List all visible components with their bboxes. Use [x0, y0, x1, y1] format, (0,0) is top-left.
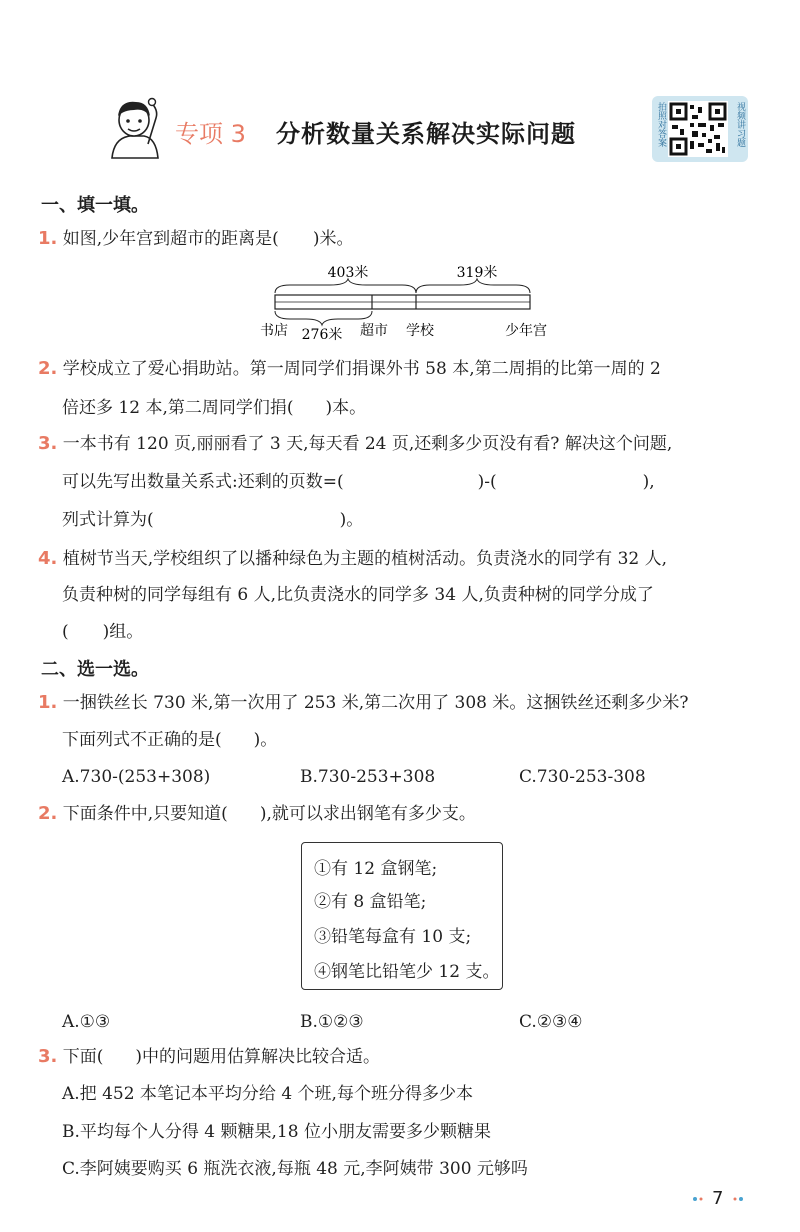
question-text: ),就可以求出钢笔有多少支。 — [259, 804, 476, 824]
question-text: )本。 — [325, 398, 367, 418]
label-403m: 403米 — [327, 265, 369, 281]
question-number: 4. — [38, 548, 58, 569]
condition-item: ④钢笔比铅笔少 12 支。 — [314, 962, 500, 982]
question-text: 一捆铁丝长 730 米,第一次用了 253 米,第二次用了 308 米。这捆铁丝还剩多少米? — [62, 693, 689, 713]
question-text: )组。 — [102, 622, 144, 642]
label-276m: 276米 — [301, 327, 343, 343]
question-number: 3. — [38, 1046, 58, 1067]
question-text: 一本书有 120 页,丽丽看了 3 天,每天看 24 页,还剩多少页没有看? 解决这个问题, — [62, 434, 673, 454]
question-text: )。 — [253, 730, 278, 750]
question-text: )米。 — [312, 229, 354, 249]
condition-item: ②有 8 盒铅笔; — [314, 892, 427, 912]
option-c[interactable]: C.李阿姨要购买 6 瓶洗衣液,每瓶 48 元,李阿姨带 300 元够吗 — [62, 1159, 528, 1179]
option-b[interactable]: B.平均每个人分得 4 颗糖果,18 位小朋友需要多少颗糖果 — [62, 1122, 491, 1142]
question-1-3-line1 — [38, 432, 672, 456]
option-a[interactable]: A.730-(253+308) — [62, 767, 211, 787]
question-text: 负责种树的同学每组有 6 人,比负责浇水的同学多 34 人,负责种树的同学分成了 — [62, 585, 654, 605]
section-heading-choose: 二、选一选。 — [41, 659, 149, 680]
label-supermarket: 超市 — [360, 323, 388, 339]
page-decoration-right — [732, 1194, 744, 1204]
question-number: 2. — [38, 358, 58, 379]
question-text: 植树节当天,学校组织了以播种绿色为主题的植树活动。负责浇水的同学有 32 人, — [62, 549, 668, 569]
question-1-4-line1 — [38, 547, 667, 571]
question-1-3-line2 — [62, 470, 655, 494]
option-b[interactable]: B.①②③ — [300, 1012, 364, 1032]
option-c[interactable]: C.730-253-308 — [519, 767, 646, 787]
question-text: 下面( — [62, 1047, 104, 1067]
option-a[interactable]: A.把 452 本笔记本平均分给 4 个班,每个班分得多少本 — [62, 1084, 473, 1104]
option-c[interactable]: C.②③④ — [519, 1012, 583, 1032]
question-text: )-( — [477, 472, 497, 492]
page-title: 分析数量关系解决实际问题 — [276, 120, 576, 148]
question-text: )。 — [339, 510, 364, 530]
option-b[interactable]: B.730-253+308 — [300, 767, 436, 787]
label-school: 学校 — [406, 323, 434, 339]
question-2-1-line1 — [38, 691, 688, 715]
question-1-1 — [38, 227, 353, 251]
section-heading-fill: 一、填一填。 — [41, 195, 149, 216]
question-text: )中的问题用估算解决比较合适。 — [135, 1047, 381, 1067]
question-number: 1. — [38, 228, 58, 249]
question-2-1-line2 — [62, 728, 277, 752]
question-1-2-line1 — [38, 357, 661, 381]
page-decoration-left — [692, 1194, 704, 1204]
question-text: 下面列式不正确的是( — [62, 730, 222, 750]
question-text: 下面条件中,只要知道( — [62, 804, 228, 824]
question-text: ( — [62, 622, 69, 642]
label-youth-palace: 少年宫 — [505, 323, 547, 339]
qr-code-icon[interactable] — [668, 101, 728, 157]
label-319m: 319米 — [456, 265, 498, 281]
question-1-2-line2 — [62, 396, 366, 420]
question-1-4-line2 — [62, 583, 654, 607]
question-text: 可以先写出数量关系式:还剩的页数=( — [62, 472, 344, 492]
question-1-4-line3 — [62, 620, 143, 644]
question-2-3 — [38, 1045, 380, 1069]
question-text: 列式计算为( — [62, 510, 154, 530]
question-text: 学校成立了爱心捐助站。第一周同学们捐课外书 58 本,第二周捐的比第一周的 2 — [62, 359, 661, 379]
question-number: 3. — [38, 433, 58, 454]
question-text: 倍还多 12 本,第二周同学们捐( — [62, 398, 294, 418]
qr-side-label-left: 拍照对答案 — [656, 102, 666, 147]
distance-diagram — [250, 255, 570, 345]
question-number: 2. — [38, 803, 58, 824]
condition-item: ①有 12 盒钢笔; — [314, 859, 438, 879]
question-text: 如图,少年宫到超市的距离是( — [62, 229, 279, 249]
question-number: 1. — [38, 692, 58, 713]
label-bookstore: 书店 — [260, 323, 288, 339]
qr-code-panel[interactable] — [652, 96, 748, 162]
conditions-box — [301, 842, 503, 990]
topic-label: 专项 3 — [175, 120, 246, 148]
condition-item: ③铅笔每盒有 10 支; — [314, 927, 472, 947]
question-text: ), — [642, 472, 655, 492]
option-a[interactable]: A.①③ — [62, 1012, 111, 1032]
boy-illustration — [104, 94, 170, 160]
page-number: 7 — [712, 1188, 724, 1209]
question-1-3-line3 — [62, 508, 363, 532]
qr-side-label-right: 视频讲习题 — [735, 102, 745, 147]
question-2-2 — [38, 802, 476, 826]
